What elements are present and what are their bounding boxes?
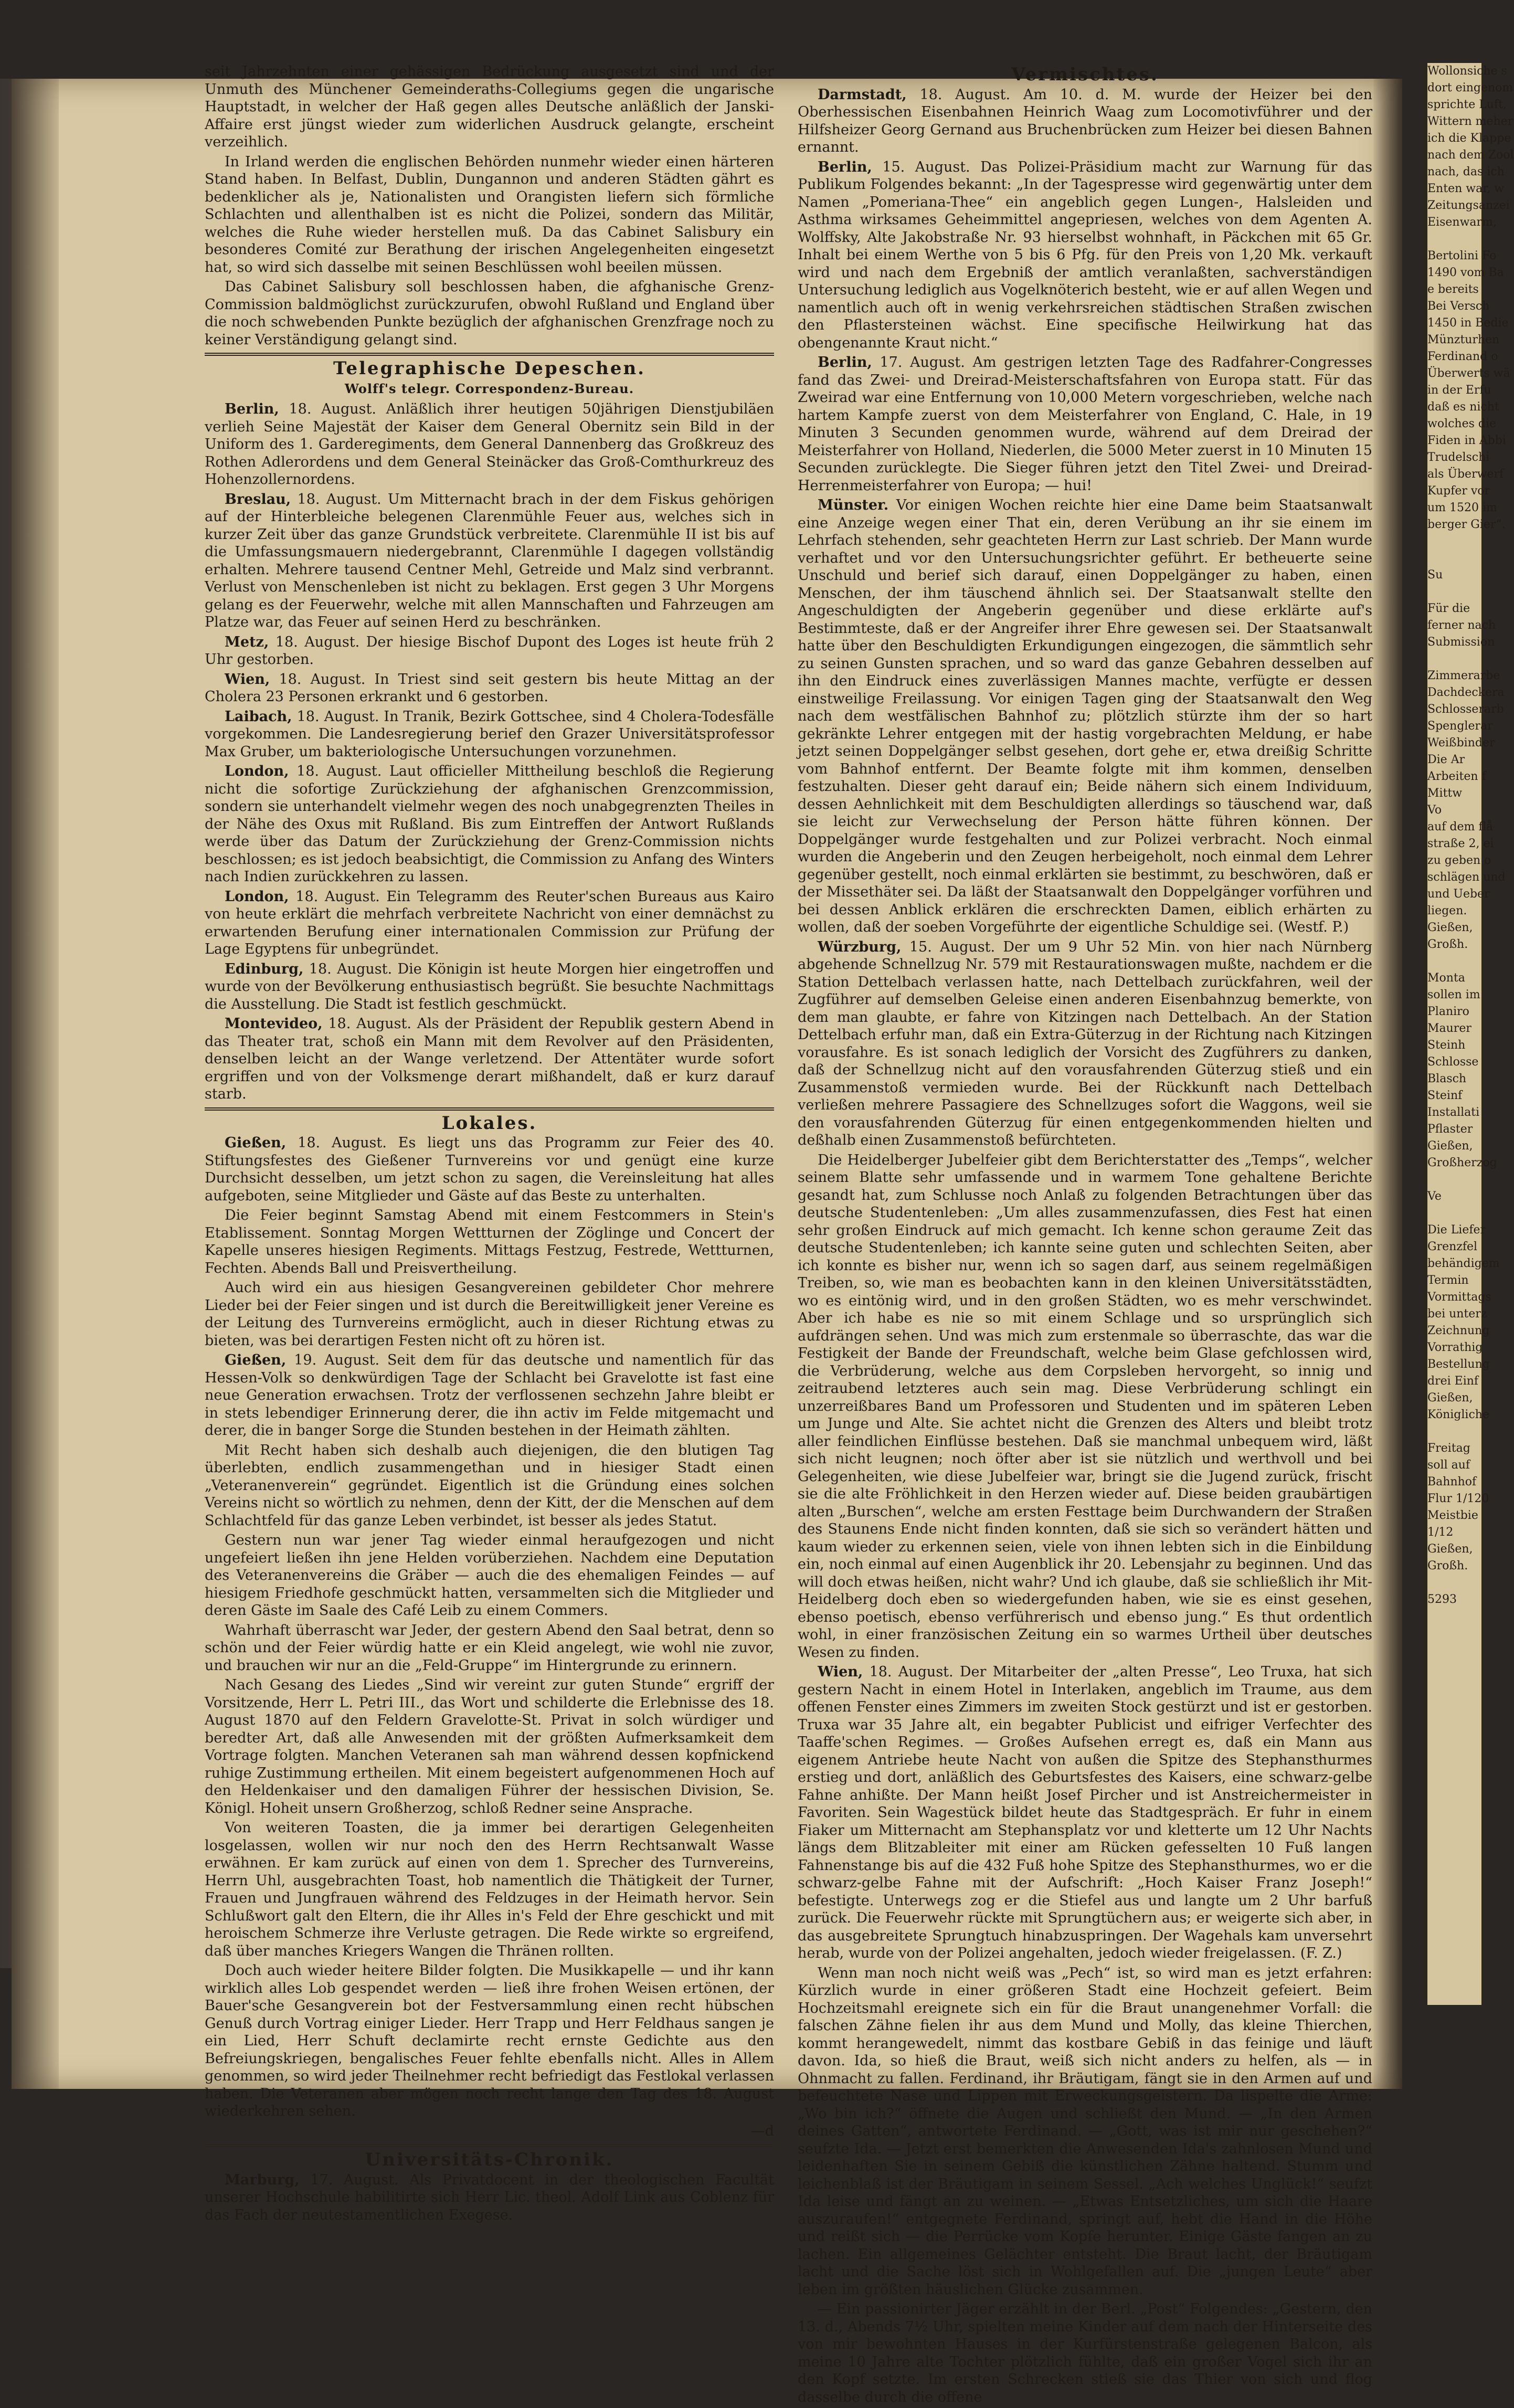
miscellany-text: 15. August. Das Polizei-Präsidium macht zur Warnung für das Publikum Folgendes bekannt: „In der Tagespresse wird gegenwärtig unter dem Namen „Pomeriana-Thee“ ein angeblich gegen Lungen-, Halsleiden und Asthma wirksames Geheimmittel angepriesen, welches von dem Agenten A. Wolffsky, Alte Jakobstraße Nr. 93 hierselbst wohnhaft, in Päckchen mit 65 Gr. Inhalt bei einem Werthe von 5 bis 6 Pfg. für den Preis von 1,20 Mk. verkauft wird und nach dem Ergebniß der amtlich veranlaßten, sachverständigen Untersuchung lediglich aus Vogelknöterich besteht, wie er auf allen Wegen und namentlich auch oft in wenig verkehrsreichen städtischen Straßen zwischen den Pflastersteinen wächst. Eine specifische Heilwirkung hat das obengenannte Kraut nicht.“ [798, 159, 1372, 351]
adjacent-fragment-line: schlägen und [1427, 871, 1506, 884]
adjacent-fragment-line: Gießen, [1427, 1543, 1473, 1556]
dispatch-text: 18. August. Laut officieller Mittheilung beschloß die Regierung nicht die sofortige Zurückziehung der afghanischen Grenzcommission, sondern sie unterhandelt vielmehr wegen des noch unabgegrenzten Theiles in der Nähe des Oxus mit Rußland. Bis zum Eintreffen der Antwort Rußlands werde über das Datum der Zurückziehung der Grenz-Commission nichts beschlossen; es ist jedoch beabsichtigt, die Commission zu Anfang des Winters nach Indien zurückkehren zu lassen. [205, 763, 774, 885]
adjacent-fragment-line: Münzturhen [1427, 333, 1500, 346]
adjacent-fragment-line: Fiden in Abbi [1427, 434, 1506, 447]
miscellany-item [798, 86, 1372, 156]
dispatch-text: 18. August. Die Königin ist heute Morgen hier eingetroffen und wurde von der Bevölkerung enthusiastisch begrüßt. Sie besuchte Nachmittags die Ausstellung. Die Stadt ist festlich geschmückt. [205, 960, 774, 1012]
adjacent-fragment-line: daß es nicht [1427, 400, 1499, 414]
miscellany-place: Darmstadt, [818, 86, 907, 103]
adjacent-fragment-line [1427, 584, 1481, 600]
adjacent-fragment-line: Kupfer vor [1427, 484, 1490, 498]
adjacent-fragment-line: Mittw [1427, 787, 1463, 800]
miscellany-item [798, 497, 1372, 936]
adjacent-fragment-line: Ve [1427, 1190, 1442, 1203]
adjacent-fragment-line [1427, 1205, 1481, 1222]
local-news-paragraph [205, 1351, 774, 1440]
adjacent-fragment-line: Submission [1427, 636, 1495, 649]
miscellany-text: Vor einigen Wochen reichte hier eine Dame beim Staatsanwalt eine Anzeige wegen einer That ein, deren Verübung an ihr sie einem im Lehrfach stehenden, sehr geachteten Herrn zur Last schrieb. Der Mann wurde verhaftet und vor den Untersuchungsrichter geführt. Er betheuerte seine Unschuld und berief sich darauf, einen Doppelgänger zu haben, einen Menschen, der ihm täuschend ähnlich sei. Der Staatsanwalt stellte den Angeschuldigten der Angeberin gegenüber und diese erklärte auf's Bestimmteste, daß er der Angreifer ihrer Ehre gewesen sei. Der Staatsanwalt hatte über den Beschuldigten Erkundigungen eingezogen, die sämmtlich sehr zu seinen Gunsten sprachen, und so ward das ganze Gebahren desselben auf ihn den Eindruck eines zuverlässigen Mannes machte, verfügte er dessen einstweilige Freilassung. Vor einigen Tagen ging der Staatsanwalt den Weg nach dem westfälischen Bahnhof zu; plötzlich stürzte ihm der so hart gekränkte Lehrer entgegen mit der hastig vorgebrachten Meldung, er habe jetzt seinen Doppelgänger selbst gesehen, dort gehe er, etwa dreißig Schritte vom Bahnhof entfernt. Der Beamte folgte mit ihm kommen, denselben festzuhalten. Dieser geht darauf ein; Beide nähern sich einem Individuum, dessen Aehnlichkeit mit dem Beschuldigten allerdings so täuschend war, daß sie leicht zur Verwechselung der Person hätte führen können. Der Doppelgänger wurde festgehalten und zur Polizei verbracht. Noch einmal wurden die Angeberin und den Zeugen herbeigeholt, noch einmal dem Lehrer gegenüber gestellt, noch einmal erklärten sie bestimmt, zu beschwören, daß er der Missethäter sei. Da läßt der Staatsanwalt den Doppelgänger vorführen und bei dessen Anblick erklären die erschreckten Damen, eiblich erhärten zu wollen, daß der soeben Vorgeführte der eigentliche Schuldige sei. (Westf. P.) [798, 497, 1372, 935]
adjacent-fragment-line: Blasch [1427, 1072, 1467, 1085]
adjacent-fragment-line [1427, 1423, 1481, 1440]
adjacent-fragment-line: Gießen, [1427, 1139, 1473, 1153]
university-place: Marburg, [225, 2171, 300, 2188]
university-paragraph [205, 2171, 774, 2224]
local-news-place: Gießen, [225, 1352, 287, 1368]
telegraph-subheading: Wolff's telegr. Correspondenz-Bureau. [344, 381, 634, 396]
miscellany-item [798, 2300, 1372, 2406]
adjacent-fragment-line: 1490 vom Ba [1427, 266, 1504, 279]
adjacent-fragment-line: Ferdinand o [1427, 350, 1498, 363]
adjacent-fragment-line: Eisenwarm, [1427, 216, 1497, 229]
adjacent-fragment-line: Bei Versch [1427, 300, 1490, 313]
miscellany-item [798, 159, 1372, 352]
miscellany-place: Berlin, [818, 159, 872, 175]
adjacent-fragment-line: zu geben o [1427, 854, 1491, 867]
adjacent-fragment-line: Zimmerarbe [1427, 669, 1500, 682]
miscellany-text: 18. August. Am 10. d. M. wurde der Heizer bei den Oberhessischen Eisenbahnen Heinrich Waag zum Locomotivführer und der Hilfsheizer Georg Gernand aus Bruchenbrücken zum Heizer bei diesen Bahnen ernannt. [798, 86, 1373, 155]
local-news-paragraph: Wahrhaft überrascht war Jeder, der gestern Abend den Saal betrat, denn so schön und der Feier würdig hatte er ein Kleid angelegt, wie wohl nie zuvor, und brauchen wir nur an die „Feld-Gruppe“ im Hintergrunde zu erinnern. [205, 1622, 774, 1674]
adjacent-fragment-line: Steinh [1427, 1039, 1466, 1052]
adjacent-fragment-line: Pflaster [1427, 1123, 1473, 1136]
local-news-paragraph: Auch wird ein aus hiesigen Gesangvereinen gebildeter Chor mehrere Lieder bei der Feier singen und ist durch die Bereitwilligkeit jener Vereine es der Leitung des Turnvereins ermöglicht, auch in dieser Richtung etwas zu bieten, was bei derartigen Festen nicht oft zu hören ist. [205, 1280, 774, 1349]
adjacent-fragment-line: Vormittags [1427, 1291, 1491, 1304]
adjacent-fragment-line: auf dem flå [1427, 820, 1494, 833]
dispatch-item [205, 633, 774, 669]
adjacent-fragment-line: Installati [1427, 1106, 1480, 1119]
dispatch-item [205, 1015, 774, 1103]
adjacent-fragment-line: 5293 [1427, 1593, 1457, 1606]
dispatch-text: 18. August. Anläßlich ihrer heutigen 50jährigen Dienstjubiläen verlieh Seine Majestät der Kaiser dem General Obernitz sein Bild in der Uniform des 1. Garderegiments, dem General Dannenberg das Großkreuz des Rothen Adlerordens und dem General Steinäcker das Groß-Comthurkreuz des Hohenzollernordens. [205, 401, 774, 488]
miscellany-text: Die Heidelberger Jubelfeier gibt dem Berichterstatter des „Temps“, welcher seinem Blatte sehr umfassende und in warmem Tone gehaltene Berichte gesandt hat, zum Schlusse noch Anlaß zu folgenden Betrachtungen über das deutsche Studentenleben: „Um alles zusammenzufassen, dies Fest hat einen sehr großen Eindruck auf mich gemacht. Ich kenne schon geraume Zeit das deutsche Studentenleben; ich kannte seine guten und schlechten Seiten, aber ich konnte es bisher nur, wenn ich so sagen darf, aus seinem regelmäßigen Treiben, so, wie man es beobachten kann in den kleinen Universitätsstädten, wo es eintönig wird, und in den großen Städten, wo es mehr verschwindet. Aber ich habe es nie so mit einem Schlage und so ursprünglich sich aufdrängen sehen. Und was mich zum erstenmale so überraschte, das war die Festigkeit der Bande der Freundschaft, welche beim Glase gefchlossen wird, die Verbrüderung, welche aus dem Corpsleben hervorgeht, so innig und zeitraubend letzteres auch sein mag. Diese Verbrüderung schlingt ein unzerreißbares Band um Professoren und Studenten und im späteren Leben um Junge und Alte. Sie achtet nicht die Grenzen des Alters und bleibt trotz aller feindlichen Einflüsse bestehen. Daß sie manchmal unbequem wird, läßt sich nicht leugnen; noch öfter aber ist sie nützlich und werthvoll und bei Gelegenheiten, wie diese Jubelfeier war, bringt sie die Jugend zurück, frischt sie die alte Fröhlichkeit in den Herzen wieder auf. Diese beiden graubärtigen alten „Burschen“, welche am ersten Festtage beim Durchwandern der Straßen des Staunens Ende nicht finden konnten, daß sie sich so verändert hätten und kaum wieder zu erkennen seien, viele von ihnen lebten sich in die Einbildung ein, noch einmal auf einen Augenblick ihr 20. Lebensjahr zu beginnen. Und das will doch etwas heißen, nicht wahr? Und ich glaube, daß sie schließlich ihr Mit-Heidelberg doch eben so wiedergefunden haben, wie sie es einst gesehen, ebenso poetisch, ebenso verführerisch und ebenso jung.“ Es thut ordentlich wohl, in einer französischen Zeitung ein so warmes Urtheil über deutsches Wesen zu finden. [798, 1152, 1372, 1661]
adjacent-fragment-line: Spenglerar [1427, 720, 1493, 733]
miscellany-item [798, 1152, 1372, 1662]
miscellany-text: 18. August. Der Mitarbeiter der „alten Presse“, Leo Truxa, hat sich gestern Nacht in einem Hotel in Interlaken, angeblich im Traume, aus dem offenen Fenster eines Zimmers im zweiten Stock gestürzt und ist er gestorben. Truxa war 35 Jahre alt, ein begabter Publicist und eifriger Verfechter des Taaffe'schen Regimes. — Großes Aufsehen erregt es, daß ein Mann aus eigenem Antriebe heute Nacht von außen die Spitze des Stephansthurmes erstieg und dort, anläßlich des Geburtsfestes des Kaisers, eine schwarz-gelbe Fahne anhißte. Der Mann heißt Josef Pircher und ist Anstreichermeister in Favoriten. Sein Wagestück bildet heute das Stadtgespräch. Er fuhr in einem Fiaker um Mitternacht am Stephansplatz vor und kletterte um 12 Uhr Nachts längs dem Blitzableiter mit einer am Rücken gefesselten 10 Fuß langen Fahnenstange bis auf die 432 Fuß hohe Spitze des Stephansthurmes, wo er die schwarz-gelbe Fahne mit der Aufschrift: „Hoch Kaiser Franz Joseph!“ befestigte. Unterwegs zog er die Stiefel aus und langte um 2 Uhr barfuß zurück. Die Feuerwehr rückte mit Sprungtüchern aus; er weigerte sich aber, in das ausgebreitete Sprungtuch hinabzuspringen. Der Wagehals kam unversehrt herab, wurde von der Polizei angehalten, jedoch wieder freigelassen. (F. Z.) [798, 1664, 1372, 1961]
dispatch-item [205, 491, 774, 631]
adjacent-fragment-line: Maurer [1427, 1022, 1471, 1035]
local-news-heading: Lokales. [441, 1112, 537, 1134]
adjacent-fragment-line: Monta [1427, 971, 1465, 985]
dispatch-item [205, 400, 774, 489]
adjacent-fragment-line: Su [1427, 568, 1443, 582]
dispatch-place: Laibach, [225, 708, 292, 725]
dispatch-text: 18. August. Um Mitternacht brach in der dem Fiskus gehörigen auf der Hinterbleiche belegenen Clarenmühle Feuer aus, welches sich in kurzer Zeit über das ganze Grundstück verbreitete. Clarenmühle II ist bis auf die Umfassungsmauern niedergebrannt, Clarenmühle I dagegen vollständig erhalten. Mehrere tausend Centner Mehl, Getreide und Malz sind verbrannt. Verlust von Menschenleben ist nicht zu beklagen. Erst gegen 3 Uhr Morgens gelang es der Feuerwehr, welche mit allen Mannschaften und Fahrzeugen am Platze war, das Feuer auf seinen Herd zu beschränken. [205, 491, 774, 630]
miscellany-place: Berlin, [818, 354, 872, 371]
adjacent-fragment-line: Gießen, [1427, 921, 1473, 934]
telegraph-heading: Telegraphische Depeschen. [333, 358, 645, 379]
adjacent-fragment-line: Enten war, w [1427, 182, 1505, 195]
author-signature: —d [750, 2122, 774, 2139]
adjacent-fragment-line: behändigem [1427, 1257, 1500, 1270]
adjacent-fragment-line [1427, 953, 1481, 970]
adjacent-fragment-line: Überwerts wä [1427, 367, 1510, 380]
adjacent-fragment-line [1427, 651, 1481, 668]
miscellany-text: Wenn man noch nicht weiß was „Pech“ ist, so wird man es jetzt erfahren: Kürzlich wurde in einer größeren Stadt eine Hochzeit gefeiert. Beim Hochzeitsmahl ereignete sich ein für die Braut unangenehmer Vorfall: die falschen Zähne fielen ihr aus dem Mund und Molly, das kleine Thierchen, kommt herangewedelt, nimmt das kostbare Gebiß in das feinige und läuft davon. Ida, so hieß die Braut, weiß sich nicht anders zu helfen, als — in Ohnmacht zu fallen. Ferdinand, ihr Bräutigam, fängt sie in den Armen auf und befeuchtete Nase und Lippen mit Erweckungsgeistern. Da lispelte die Arme: „Wo bin ich?“ öffnete die Augen und schließt den Mund. — „In den Armen deines Gatten“, antwortete Ferdinand. — „Gott, was ist mir nur geschehen?“ seufzte Ida. — Jetzt erst bemerkten die Anwesenden Ida's zahnlosen Mund und leidenhaften Sie in seinem Gebiß die künstlichen Zähne haltend. Stumm und leichenblaß ist der Bräutigam in seinem Sessel. „Ach welches Unglück!“ seufzt Ida leise und fängt an zu weinen. — „Etwas Entsetzliches, um sich die Haare auszuraufen!“ entgegnete Ferdinand, springt auf, hebt die Hand in die Höhe und reißt sich — die Perrücke vom Kopfe herunter. Einige Gäste fangen an zu lachen. Ein allgemeines Gelächter entsteht. Die Braut lacht, der Bräutigam lacht und die Sache löst sich in Wohlgefallen auf. Die „jungen Leute“ aber leben im größten häuslichen Glücke zusammen. [798, 1965, 1372, 2298]
adjacent-fragment-line: Weißbinder [1427, 736, 1495, 749]
local-news-paragraph: Doch auch wieder heitere Bilder folgten. Die Musikkapelle — und ihr kann wirklich alles Lob gespendet werden — ließ ihre frohen Weisen ertönen, der Bauer'sche Gesangverein bot der Festversammlung einen recht hübschen Genuß durch Vortrag einiger Lieder. Herr Trapp und Herr Feldhaus sangen je ein Lied, Herr Schuft declamirte recht ernste Gedichte aus den Befreiungskriegen, bengalisches Feuer fehlte ebenfalls nicht. Alles in Allem genommen, so wird jeder Theilnehmer recht befriedigt das Festlokal verlassen haben. Die Veteranen aber mögen noch recht lange den Tag des 18. August wiederkehren sehen. [205, 1962, 774, 2119]
miscellany-place: Würzburg, [818, 938, 902, 955]
dispatch-item [205, 888, 774, 958]
dispatch-place: Edinburg, [225, 960, 304, 977]
adjacent-fragment-line: 1/12 [1427, 1526, 1454, 1539]
adjacent-fragment-line: liegen. [1427, 904, 1467, 917]
adjacent-fragment-line: Bertolini Fo [1427, 249, 1497, 262]
dispatch-text: 18. August. Der hiesige Bischof Dupont des Loges ist heute früh 2 Uhr gestorben. [205, 633, 774, 668]
intro-paragraph-ireland: In Irland werden die englischen Behörden nunmehr wieder einen härteren Stand haben. In Belfast, Dublin, Dungannon und anderen Städten gährt es bedenklicher als je, Nationalisten und Orangisten liefern sich förmliche Schlachten und allenthalben ist es nicht die Polizei, sondern das Militär, welches die Ruhe wieder herstellen muß. Da das Cabinet Salisbury ein besonderes Comité zur Berathung der irischen Angelegenheiten eingesetzt hat, so wird sich dasselbe mit seinen Beschlüssen wohl beeilen müssen. [205, 153, 774, 276]
adjacent-fragment-line: Die Ar [1427, 753, 1465, 766]
dispatch-place: Breslau, [225, 491, 291, 508]
university-text: 17. August. Als Privatdocent in der theologischen Facultät unserer Hochschule habilitirte sich Herr Lic. theol. Adolf Link aus Coblenz für das Fach der neutestamentlichen Exegese. [205, 2171, 775, 2223]
dispatch-item [205, 763, 774, 886]
miscellany-place: Münster. [818, 497, 889, 513]
dispatch-text: 18. August. In Triest sind seit gestern bis heute Mittag an der Cholera 23 Personen erkrankt und 6 gestorben. [205, 671, 774, 705]
local-news-text: 18. August. Es liegt uns das Programm zur Feier des 40. Stiftungsfestes des Gießener Turnvereins vor und genügt eine kurze Durchsicht desselben, um jetzt schon zu sagen, die Vereinsleitung hat alles aufgeboten, seine Mitglieder und Gäste auf das Beste zu unterhalten. [205, 1135, 774, 1204]
dispatch-item [205, 671, 774, 706]
local-news-paragraph [205, 1134, 774, 1205]
dispatch-place: Berlin, [225, 401, 279, 417]
adjacent-fragment-line: Grenzfel [1427, 1240, 1478, 1253]
adjacent-fragment-line: Großherzog [1427, 1156, 1497, 1169]
miscellany-text: 17. August. Am gestrigen letzten Tage des Radfahrer-Congresses fand das Zwei- und Dreirad-Meisterschaftsfahren von Europa statt. Für das Zweirad war eine Entfernung von 10,000 Metern vorgeschrieben, welche nach hartem Kampfe zuerst von dem Meisterfahrer von England, C. Hale, in 19 Minuten 3 Secunden genommen wurde, während auf dem Dreirad der Meisterfahrer von Holland, Niederlen, die 5000 Meter zuerst in 10 Minuten 15 Secunden zurücklegte. Die Sieger führen jetzt den Titel Zwei- und Dreirad-Herrenmeisterfahrer von Europa; — hui! [798, 354, 1372, 494]
adjacent-fragment-line: Großh. [1427, 938, 1468, 951]
adjacent-fragment-line: nach dem Zool [1427, 149, 1514, 162]
local-news-paragraph: Von weiteren Toasten, die ja immer bei derartigen Gelegenheiten losgelassen, wollen wir nur noch den des Herrn Rechtsanwalt Wasse erwähnen. Er kam zurück auf einen von dem 1. Sprecher des Turnvereins, Herrn Uhl, ausgebrachten Toast, hob namentlich die Thätigkeit der Turner, Frauen und Jungfrauen während des Feldzuges in der Heimath hervor. Sein Schlußwort galt den Eltern, die ihr Alles in's Feld der Ehre geschickt und mit heroischem Schmerze ihre Verluste getragen. Die Rede wirkte so ergreifend, daß über manches Kriegers Wangen die Thränen rollten. [205, 1820, 774, 1959]
adjacent-fragment-line: Meistbie [1427, 1509, 1478, 1522]
page-edge-shadow [12, 79, 59, 2089]
dispatch-place: London, [225, 763, 289, 779]
adjacent-fragment-line [1427, 1171, 1481, 1188]
local-news-paragraph: Mit Recht haben sich deshalb auch diejenigen, die den blutigen Tag überlebten, endlich zusammengethan und in hiesiger Stadt einen „Veteranenverein“ gegründet. Eigentlich ist die Gründung eines solchen Vereins nicht so wörtlich zu nehmen, denn der Kitt, der die Menschen auf dem Schlachtfeld für das ganze Leben verbindet, ist besser als jedes Statut. [205, 1442, 774, 1529]
dispatch-place: London, [225, 888, 289, 905]
adjacent-fragment-line: in der Erfu [1427, 384, 1491, 397]
dispatch-text: 18. August. Ein Telegramm des Reuter'schen Bureaus aus Kairo von heute erklärt die mehrfach verbreitete Nachricht von einer demnächst zu erwartenden Berufung einer internationalen Commission zur Prüfung der Lage Egyptens für unbegründet. [205, 888, 774, 957]
adjacent-fragment-line: Trudelschi [1427, 451, 1490, 464]
adjacent-fragment-line: sprichte Luft, [1427, 98, 1507, 111]
adjacent-fragment-line: Zeitungsanzei [1427, 199, 1510, 212]
adjacent-fragment-line [1427, 533, 1481, 550]
section-divider [205, 2144, 774, 2147]
adjacent-fragment-line: Termin [1427, 1274, 1469, 1287]
miscellany-item [798, 354, 1372, 494]
adjacent-fragment-line: straße 2, ei [1427, 837, 1494, 850]
column-right [798, 63, 1372, 2408]
local-news-text: 19. August. Seit dem für das deutsche und namentlich für das Hessen-Volk so denkwürdigen Tage der Schlacht bei Gravelotte ist fast eine neue Generation erwachsen. Trotz der verflossenen sechzehn Jahre bleibt er in stets lebendiger Erinnerung derer, die ihn activ im Felde mitgemacht und derer, die in banger Sorge die Stunden bestehen in der Heimath zählten. [205, 1352, 774, 1439]
adjacent-fragment-line: Bestellung [1427, 1358, 1490, 1371]
page-gutter-shadow [1373, 79, 1402, 2089]
miscellany-item [798, 938, 1372, 1149]
adjacent-fragment-line: Dachdeckera [1427, 686, 1505, 699]
local-news-place: Gießen, [225, 1135, 287, 1151]
local-news-paragraph: Die Feier beginnt Samstag Abend mit einem Festcommers in Stein's Etablissement. Sonntag Morgen Wettturnen der Zöglinge und Concert der Kapelle unseres hiesigen Regiments. Mittags Festzug, Festrede, Wettturnen, Fechten. Abends Ball und Preisvertheilung. [205, 1207, 774, 1276]
adjacent-fragment-line: Vo [1427, 804, 1442, 817]
adjacent-fragment-line: Flur 1/120 [1427, 1492, 1489, 1505]
adjacent-fragment-line: wolches die [1427, 417, 1497, 430]
miscellany-place: Wien, [818, 1664, 863, 1680]
adjacent-fragment-line: Wittern meher [1427, 115, 1513, 128]
miscellany-item [798, 1965, 1372, 2299]
dispatch-place: Metz, [225, 633, 269, 650]
intro-paragraph-afghan: Das Cabinet Salisbury soll beschlossen haben, die afghanische Grenz-Commission baldmöglichst zurückzurufen, obwohl Rußland und England über die noch schwebenden Punkte bezüglich der afghanischen Grenzfrage noch zu keiner Verständigung gelangt sind. [205, 279, 774, 348]
dispatch-item [205, 960, 774, 1013]
adjacent-fragment-line: um 1520 im [1427, 501, 1497, 514]
adjacent-fragment-line: Planiro [1427, 1005, 1469, 1018]
section-divider [205, 1107, 774, 1111]
miscellany-item [798, 1663, 1372, 1962]
adjacent-fragment-line: Für die [1427, 602, 1470, 615]
university-heading: Universitäts-Chronik. [365, 2149, 614, 2170]
adjacent-fragment-line: Zeichnung [1427, 1324, 1490, 1337]
adjacent-page-text [1427, 63, 1514, 1608]
adjacent-fragment-line: sollen im [1427, 988, 1480, 1001]
miscellany-text: 15. August. Der um 9 Uhr 52 Min. von hier nach Nürnberg abgehende Schnellzug Nr. 579 mit Restaurationswagen mußte, nachdem er die Station Dettelbach verlassen hatte, nach Dettelbach zurückfahren, weil der Zugführer auf demselben Geleise einen anderen Eisenbahnzug bemerkte, von dem man glaubte, er fahre von Kitzingen nach Dettelbach. An der Station Dettelbach erfuhr man, daß ein Extra-Güterzug in der Richtung nach Kitzingen vorausfahre. Es ist sonach lediglich der Vorsicht des Zugführers zu danken, daß der Schnellzug nicht auf den vorausfahrenden Güterzug stieß und ein Zusammenstoß vermieden wurde. Bei der Rückkunft nach Dettelbach verließen mehrere Passagiere des Schnellzuges sofort die Waggons, weil sie den vorausfahrenden Güterzug für einen entgegenkommenden hielten und deßhalb einen Zusammenstoß befürchteten. [798, 938, 1372, 1148]
adjacent-fragment-line: Die Liefer [1427, 1223, 1486, 1237]
adjacent-fragment-line: Großh. [1427, 1559, 1468, 1572]
local-news-paragraph: Gestern nun war jener Tag wieder einmal heraufgezogen und nicht ungefeiert ließen ihn jene Helden vorüberziehen. Nachdem eine Deputation des Veteranenvereins die Gräber — auch die des ehemaligen Feindes — auf hiesigem Friedhofe geschmückt hatten, versammelten sich die Mitglieder und deren Gäste im Saale des Café Leib zu einem Commers. [205, 1532, 774, 1619]
section-divider [205, 353, 774, 356]
adjacent-fragment-line: berger Gier“. [1427, 518, 1506, 531]
column-left [205, 63, 774, 2226]
miscellany-text: — Ein passionirter Jäger erzählt in der Berl. „Post“ Folgendes: „Gestern, den 13. d., Abends 7½ Uhr, spielten meine Kinder auf dem nach der Hinterseite des von mir bewohnten Hauses in der Kurfürstenstraße gelegenen Balcon, als meine 10 Jahre alte Tochter plötzlich fühlte, daß ein großer Vogel sich ihr an den Kopf setzte. Im ersten Schrecken stieß sie das Thier von sich und flog dasselbe durch die offene [798, 2301, 1372, 2405]
dispatch-place: Wien, [225, 671, 270, 688]
adjacent-page-fragment [1422, 63, 1514, 2005]
dispatch-text: 18. August. In Tranik, Bezirk Gottschee, sind 4 Cholera-Todesfälle vorgekommen. Die Landesregierung berief den Grazer Universitätsprofessor Max Gruber, um bakteriologische Untersuchungen vorzunehmen. [205, 708, 774, 760]
dispatch-item [205, 708, 774, 761]
dispatch-place: Montevideo, [225, 1016, 323, 1032]
adjacent-fragment-line [1427, 550, 1481, 567]
adjacent-fragment-line: Freitag [1427, 1442, 1470, 1455]
adjacent-fragment-line: drei Einf [1427, 1375, 1479, 1388]
adjacent-fragment-line: als Überwerf [1427, 468, 1504, 481]
adjacent-fragment-line: e bereits [1427, 283, 1479, 296]
adjacent-fragment-line: Arbeiten f [1427, 770, 1486, 783]
adjacent-fragment-line: nach, das ich [1427, 165, 1505, 178]
adjacent-fragment-line: soll auf [1427, 1459, 1470, 1472]
dispatch-text: 18. August. Als der Präsident der Republik gestern Abend in das Theater trat, schoß ein Mann mit dem Revolver auf den Präsidenten, denselben leicht an der Wange verletzend. Der Attentäter wurde sofort ergriffen und von der Volksmenge derart mißhandelt, daß er kurz darauf starb. [205, 1016, 774, 1102]
adjacent-fragment-line: Bahnhof [1427, 1475, 1477, 1488]
adjacent-fragment-line: bei unterz [1427, 1307, 1487, 1321]
adjacent-fragment-line: Wollonsiche s [1427, 65, 1507, 78]
adjacent-fragment-line [1427, 231, 1481, 248]
miscellany-heading: Vermischtes. [1011, 64, 1159, 85]
adjacent-fragment-line: ich die Klappe [1427, 132, 1511, 145]
adjacent-fragment-line: 1450 in Bedie [1427, 316, 1509, 330]
adjacent-fragment-line: Schlosserarb [1427, 703, 1504, 716]
adjacent-fragment-line: Schlosse [1427, 1055, 1479, 1069]
adjacent-fragment-line: Vorrathig [1427, 1341, 1483, 1354]
adjacent-fragment-line: dort eingenom [1427, 81, 1513, 94]
adjacent-fragment-line: Gießen, [1427, 1391, 1473, 1404]
adjacent-fragment-line: Königliche [1427, 1408, 1489, 1421]
adjacent-fragment-line: und Ueber [1427, 888, 1490, 901]
adjacent-fragment-line [1427, 1575, 1481, 1591]
adjacent-fragment-line: ferner nach [1427, 619, 1496, 632]
adjacent-fragment-line: Steinf [1427, 1089, 1463, 1102]
intro-paragraph-1: seit Jahrzehnten einer gehässigen Bedrückung ausgesetzt sind und der Unmuth des Münchener Gemeinderaths-Collegiums gegen die ungarische Hauptstadt, in welcher der Haß gegen alles Deutsche anläßlich der Janski-Affaire erst jüngst wieder zum widerlichen Ausdruck gelangte, erscheint verzeihlich. [205, 64, 774, 150]
local-news-paragraph: Nach Gesang des Liedes „Sind wir vereint zur guten Stunde“ ergriff der Vorsitzende, Herr L. Petri III., das Wort und schilderte die Erlebnisse des 18. August 1870 auf den Feldern Gravelotte-St. Privat in solch würdiger und beredter Art, daß alle Anwesenden mit der größten Aufmerksamkeit dem Vortrage folgten. Manchen Veteranen sah man während dessen kopfnickend ruhige Zustimmung ertheilen. Mit einem begeistert aufgenommenen Hoch auf den Heldenkaiser und den damaligen Führer der hessischen Division, Se. Königl. Hoheit unsern Großherzog, schloß Redner seine Ansprache. [205, 1677, 774, 1816]
